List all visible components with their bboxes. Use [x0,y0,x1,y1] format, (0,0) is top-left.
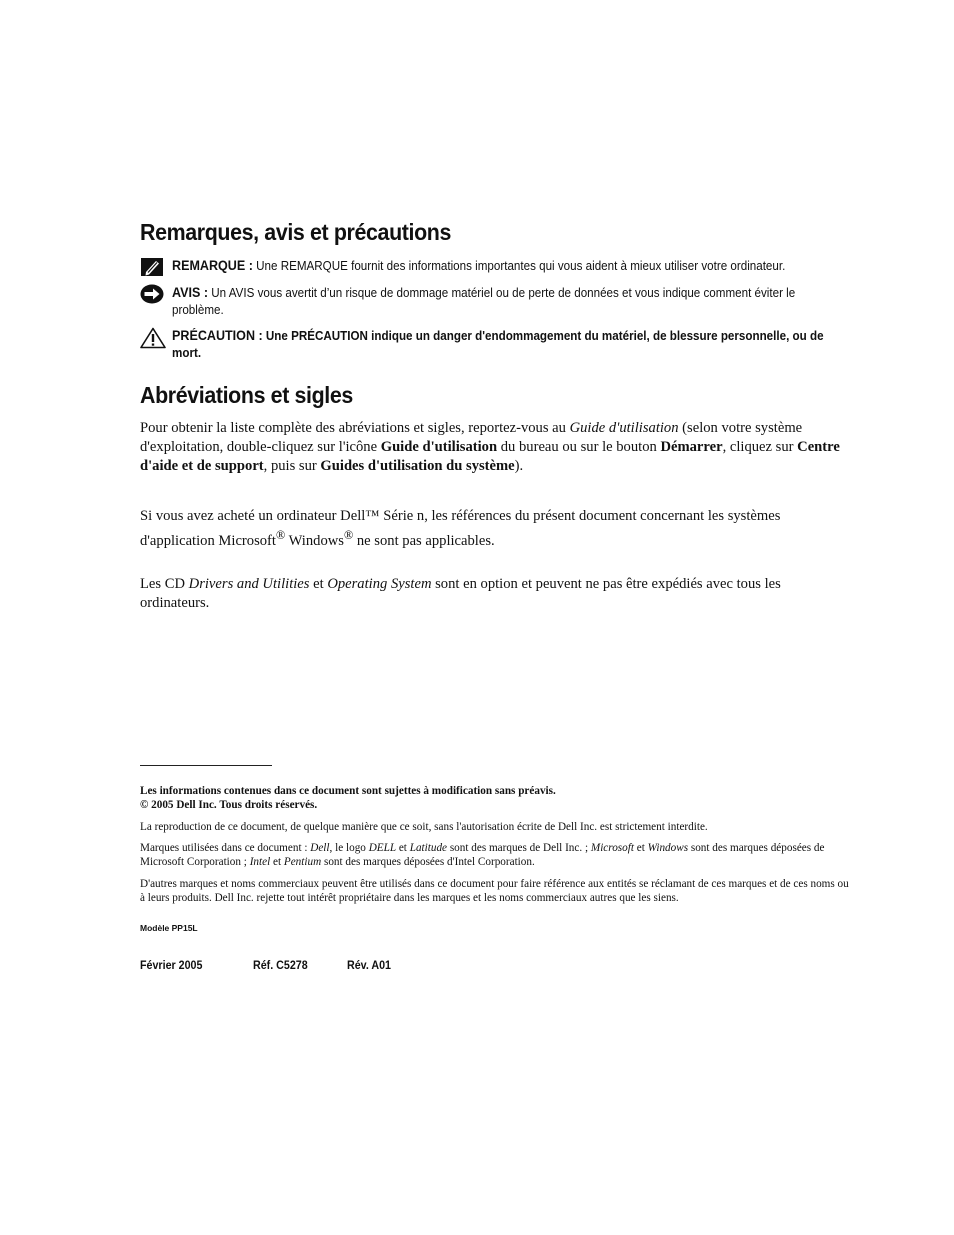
legal-notice [140,784,850,812]
registered-mark: ® [275,528,286,542]
trademark: DELL [368,842,397,854]
model-number: Modèle PP15L [140,923,198,933]
system-guides-name: Guides d'utilisation du système [320,458,515,474]
text-run: , puis sur [263,458,321,474]
footer-revision: Rév. A01 [347,960,392,972]
copyright-line: © 2005 Dell Inc. Tous droits réservés. [140,799,318,811]
footer-date: Février 2005 [140,960,203,972]
trademark: Pentium [283,856,322,868]
avis-label: AVIS : [172,285,209,300]
text-run: sont des marques de Dell Inc. ; [447,842,591,854]
footnote-divider [140,765,272,766]
cd-options-paragraph [140,575,840,613]
pencil-note-icon [140,257,165,279]
text-run: Les CD [140,576,189,592]
guide-icon-name: Guide d'utilisation [380,439,498,455]
drivers-cd-name: Drivers and Utilities [188,576,310,592]
registered-mark: ® [343,528,354,542]
warning-triangle-icon [140,327,165,349]
text-run: Marques utilisées dans ce document : [140,842,311,854]
arrow-circle-icon [140,284,165,306]
text-run: du bureau ou sur le bouton [497,439,661,455]
trademarks-notice [140,841,850,869]
remarque-text: Une REMARQUE fournit des informations importantes qui vous aident à mieux utiliser votre ordinateur. [252,259,786,273]
notice-remarque [140,257,842,275]
text-run: (selon votre système d'exploitation, double-cliquez sur l'icône [140,420,803,455]
dell-n-series-paragraph [140,507,840,551]
guide-title: Guide d'utilisation [569,420,679,436]
avis-text: Un AVIS vous avertit d’un risque de dommage matériel ou de perte de données et vous indique comment éviter le problème. [172,286,796,317]
text-run: sont des marques déposées de Microsoft Corporation ; [140,842,825,868]
trademark: Windows [647,842,689,854]
notice-precaution [140,327,842,362]
trademark: Dell [310,842,330,854]
precaution-text: Une PRÉCAUTION indique un danger d'endommagement du matériel, de blessure personnelle, ou de mort. [172,329,824,360]
trademark: Latitude [409,842,448,854]
os-cd-name: Operating System [327,576,432,592]
section-title-abbreviations: Abréviations et sigles [140,382,353,408]
trademark: Microsoft [590,842,634,854]
reproduction-notice: La reproduction de ce document, de quelque manière que ce soit, sans l'autorisation écrite de Dell Inc. est strictement interdite. [140,821,708,833]
help-center-name: Centre d'aide et de support [140,439,840,474]
text-run: et [309,576,328,592]
text-run: sont en option et peuvent ne pas être expédiés avec tous les ordinateurs. [140,576,781,611]
text-run: , cliquez sur [722,439,798,455]
text-run: sont des marques déposées d'Intel Corporation. [321,856,535,868]
notice-avis [140,284,842,319]
text-run: et [396,842,410,854]
text-run: Windows [285,532,344,549]
text-run: ). [514,458,524,474]
text-run: Pour obtenir la liste complète des abréviations et sigles, reportez-vous au [140,420,570,436]
section-title-notes: Remarques, avis et précautions [140,219,452,245]
start-button-name: Démarrer [660,439,723,455]
text-run: , le logo [329,842,369,854]
footer-reference: Réf. C5278 [253,960,308,972]
remarque-label: REMARQUE : [172,258,253,273]
text-run: ne sont pas applicables. [353,532,495,549]
text-run: Si vous avez acheté un ordinateur Dell™ Série n, les références du présent document concernant les systèmes d'application Microsoft [140,508,781,549]
text-run: et [633,842,648,854]
abbreviations-paragraph [140,419,840,476]
legal-line: Les informations contenues dans ce document sont sujettes à modification sans préavis. [140,785,556,797]
precaution-label: PRÉCAUTION : [172,328,263,343]
other-trademarks-notice: D'autres marques et noms commerciaux peuvent être utilisés dans ce document pour faire référence aux entités se réclamant de ces marques et de ces noms ou à leurs produits. Dell Inc. rejette tout intérêt propriétaire dans les marques et les noms commerciaux autres que les siens. [140,878,849,904]
text-run: et [270,856,284,868]
trademark: Intel [249,856,271,868]
